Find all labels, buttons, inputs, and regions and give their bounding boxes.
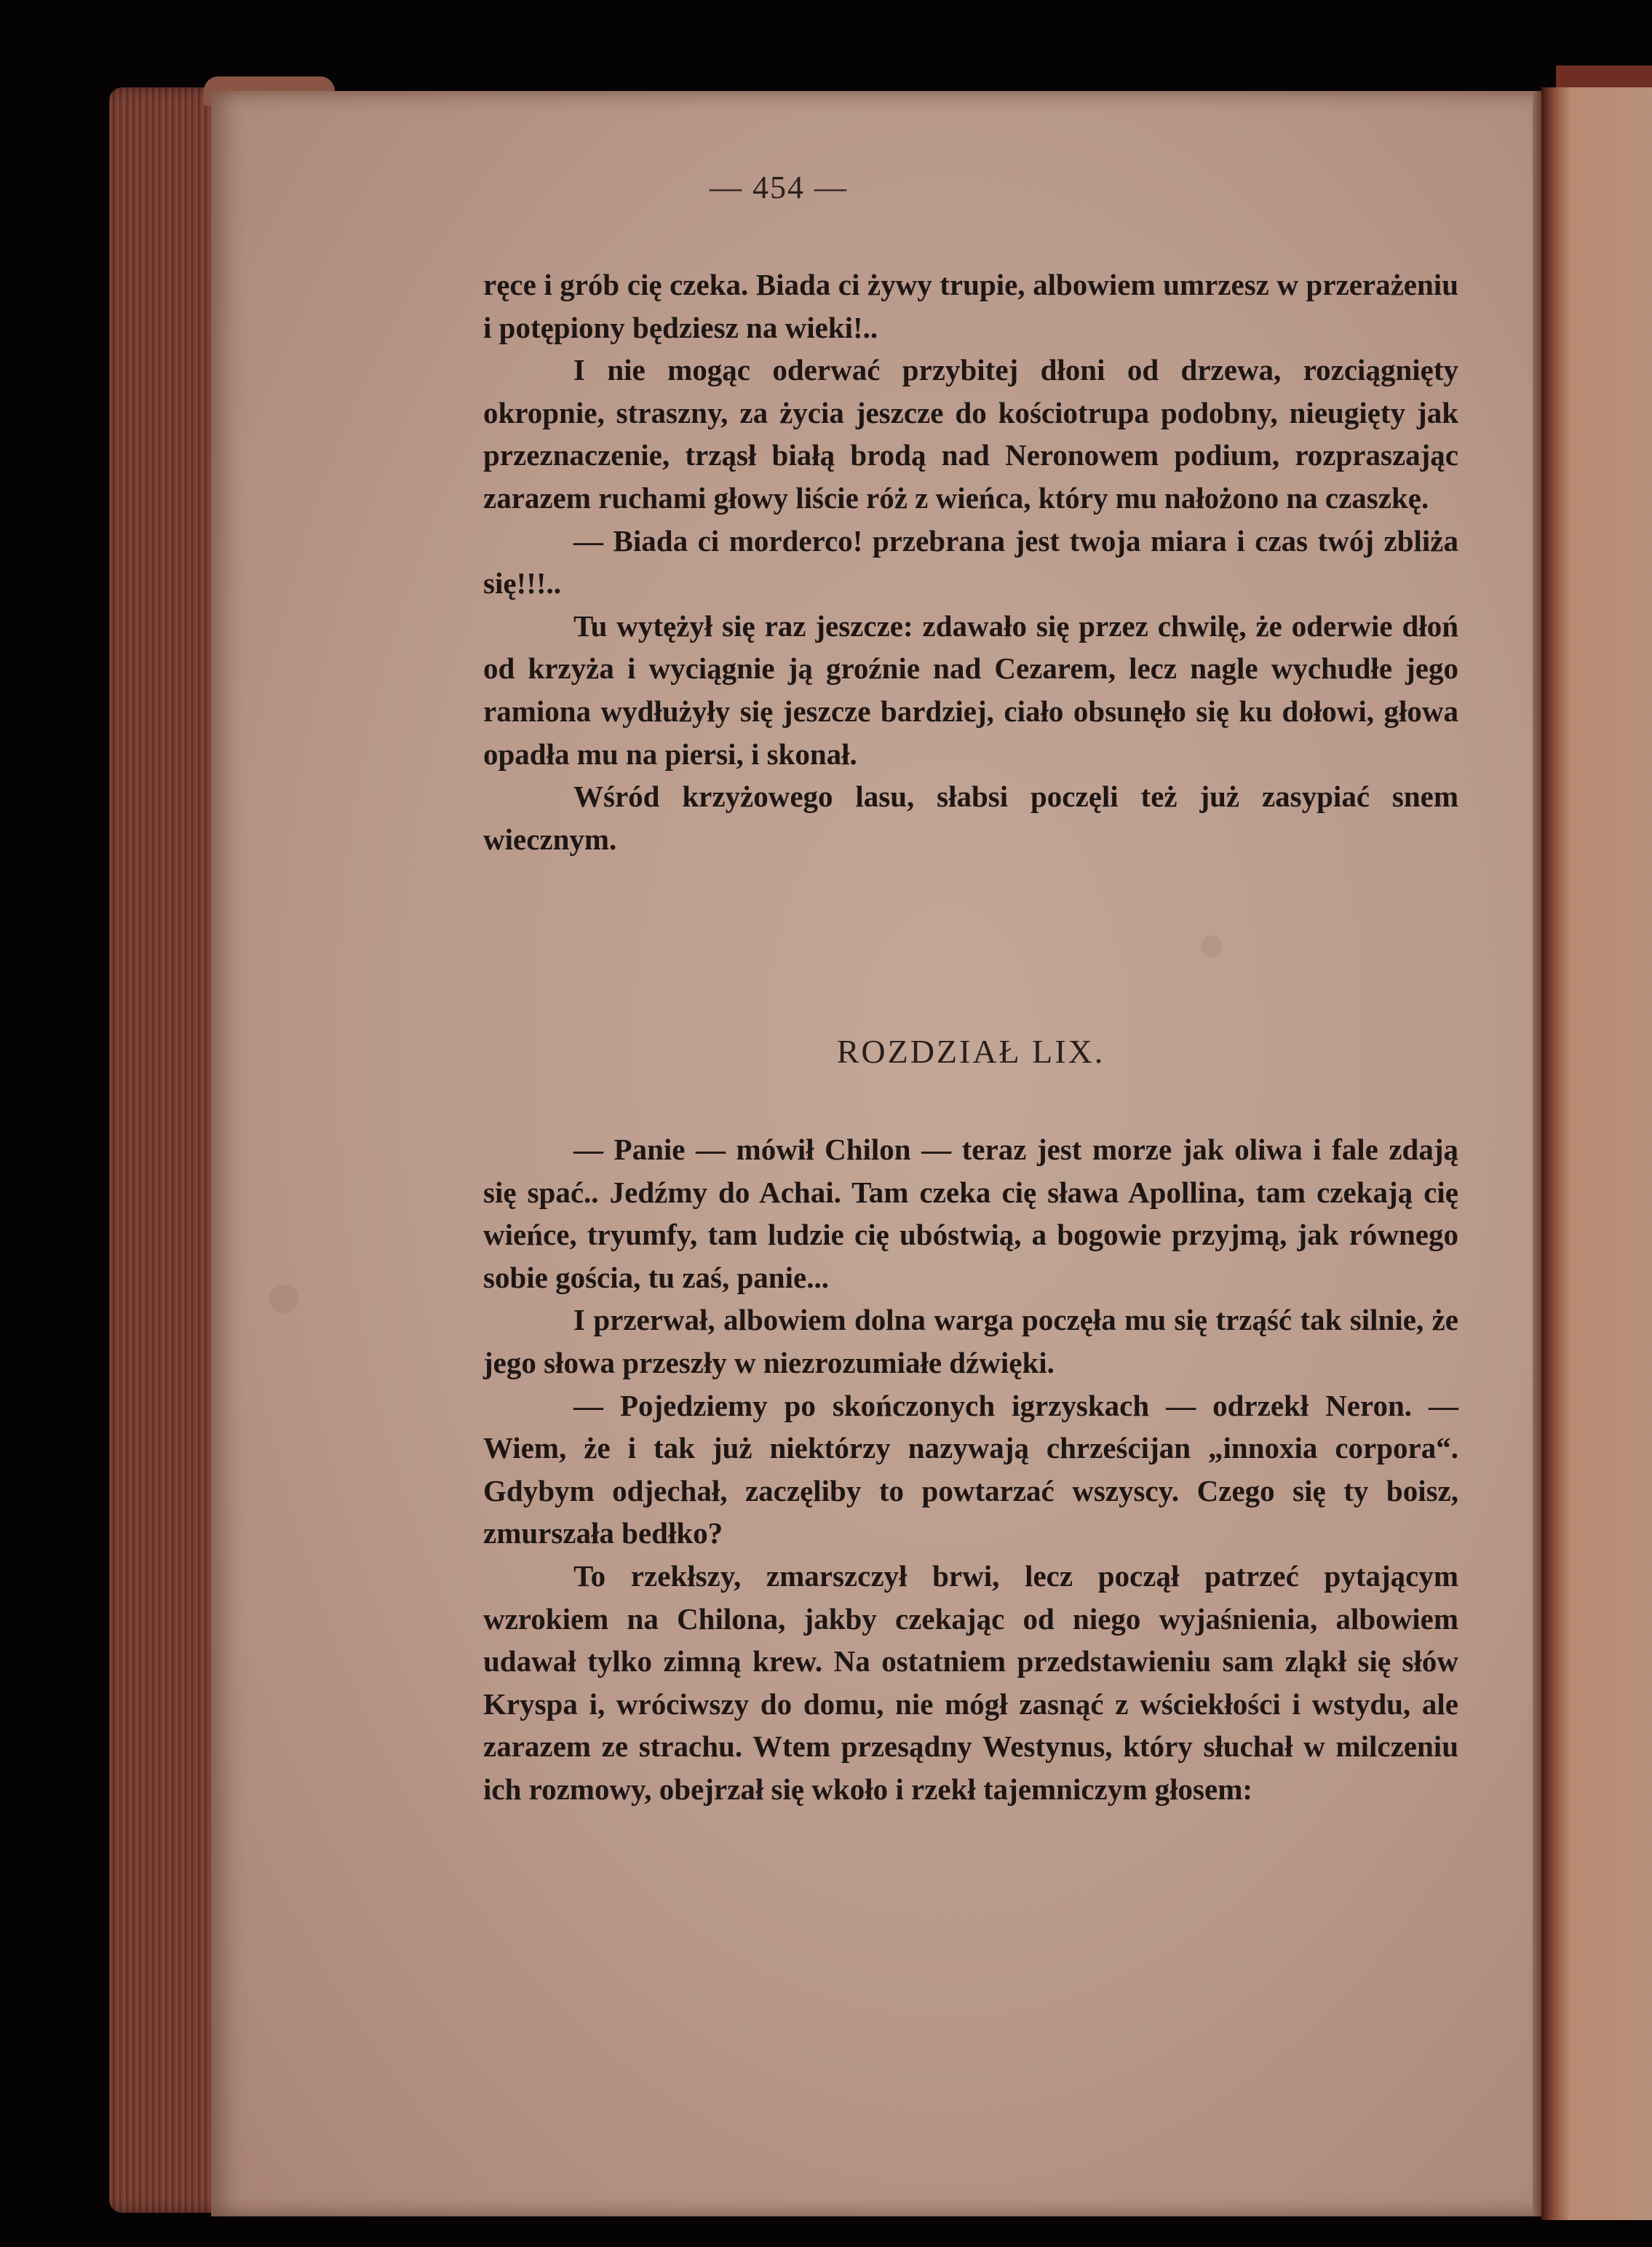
paragraph: I nie mogąc oderwać przybitej dłoni od drzewa, rozciągnięty okropnie, straszny, za życia jeszcze do kościotrupa podobny, nieugięty jak przeznaczenie, trząsł białą brodą nad Neronowem podium, rozpraszając zarazem ruchami głowy liście róż z wieńca, który mu nałożono na czaszkę.	[483, 353, 1458, 515]
text-section-2	[483, 1128, 1458, 1811]
chapter-heading: ROZDZIAŁ LIX.	[836, 1033, 1105, 1070]
paragraph: To rzekłszy, zmarszczył brwi, lecz począł patrzeć pytającym wzrokiem na Chilona, jakby czekając od niego wyjaśnienia, albowiem udawał tylko zimną krew. Na ostatniem przedstawieniu sam zląkł się słów Kryspa i, wróciwszy do domu, nie mógł zasnąć z wściekłości i wstydu, ale zarazem ze strachu. Wtem przesądny Westynus, który słuchał w milczeniu ich rozmowy, obejrzał się wkoło i rzekł tajemniczym głosem:	[483, 1558, 1458, 1806]
paragraph: I przerwał, albowiem dolna warga poczęła mu się trząść tak silnie, że jego słowa przeszły w niezrozumiałe dźwięki.	[483, 1303, 1458, 1379]
paragraph: — Panie — mówił Chilon — teraz jest morze jak oliwa i fale zdają się spać.. Jedźmy do Achai. Tam czeka cię sława Apollina, tam czekają cię wieńce, tryumfy, tam ludzie cię ubóstwią, a bogowie przyjmą, jak równego sobie gościa, tu zaś, panie...	[483, 1133, 1458, 1294]
paragraph: — Biada ci morderco! przebrana jest twoja miara i czas twój zbliża się!!!..	[483, 523, 1458, 601]
text-section-1	[483, 263, 1458, 860]
next-page-sliver	[1541, 87, 1652, 2220]
page-stain	[1201, 935, 1223, 957]
paragraph: — Pojedziemy po skończonych igrzyskach — odrzekł Neron. — Wiem, że i tak już niektórzy nazywają chrześcijan „innoxia corpora“. Gdybym odjechał, zaczęliby to powtarzać wszyscy. Czego się ty boisz, zmurszała bedłko?	[483, 1388, 1458, 1550]
paragraph: ręce i grób cię czeka. Biada ci żywy trupie, albowiem umrzesz w przerażeniu i potępiony będziesz na wieki!..	[483, 268, 1458, 344]
page-stain	[269, 1285, 298, 1314]
paragraph: Wśród krzyżowego lasu, słabsi poczęli też już zasypiać snem wiecznym.	[483, 780, 1458, 856]
paragraph: Tu wytężył się raz jeszcze: zdawało się przez chwilę, że oderwie dłoń od krzyża i wyciągnie ją groźnie nad Cezarem, lecz nagle wychudłe jego ramiona wydłużyły się jeszcze bardziej, ciało obsunęło się ku dołowi, głowa opadła mu na piersi, i skonał.	[483, 609, 1458, 771]
page-number-header: — 454 —	[710, 170, 848, 205]
